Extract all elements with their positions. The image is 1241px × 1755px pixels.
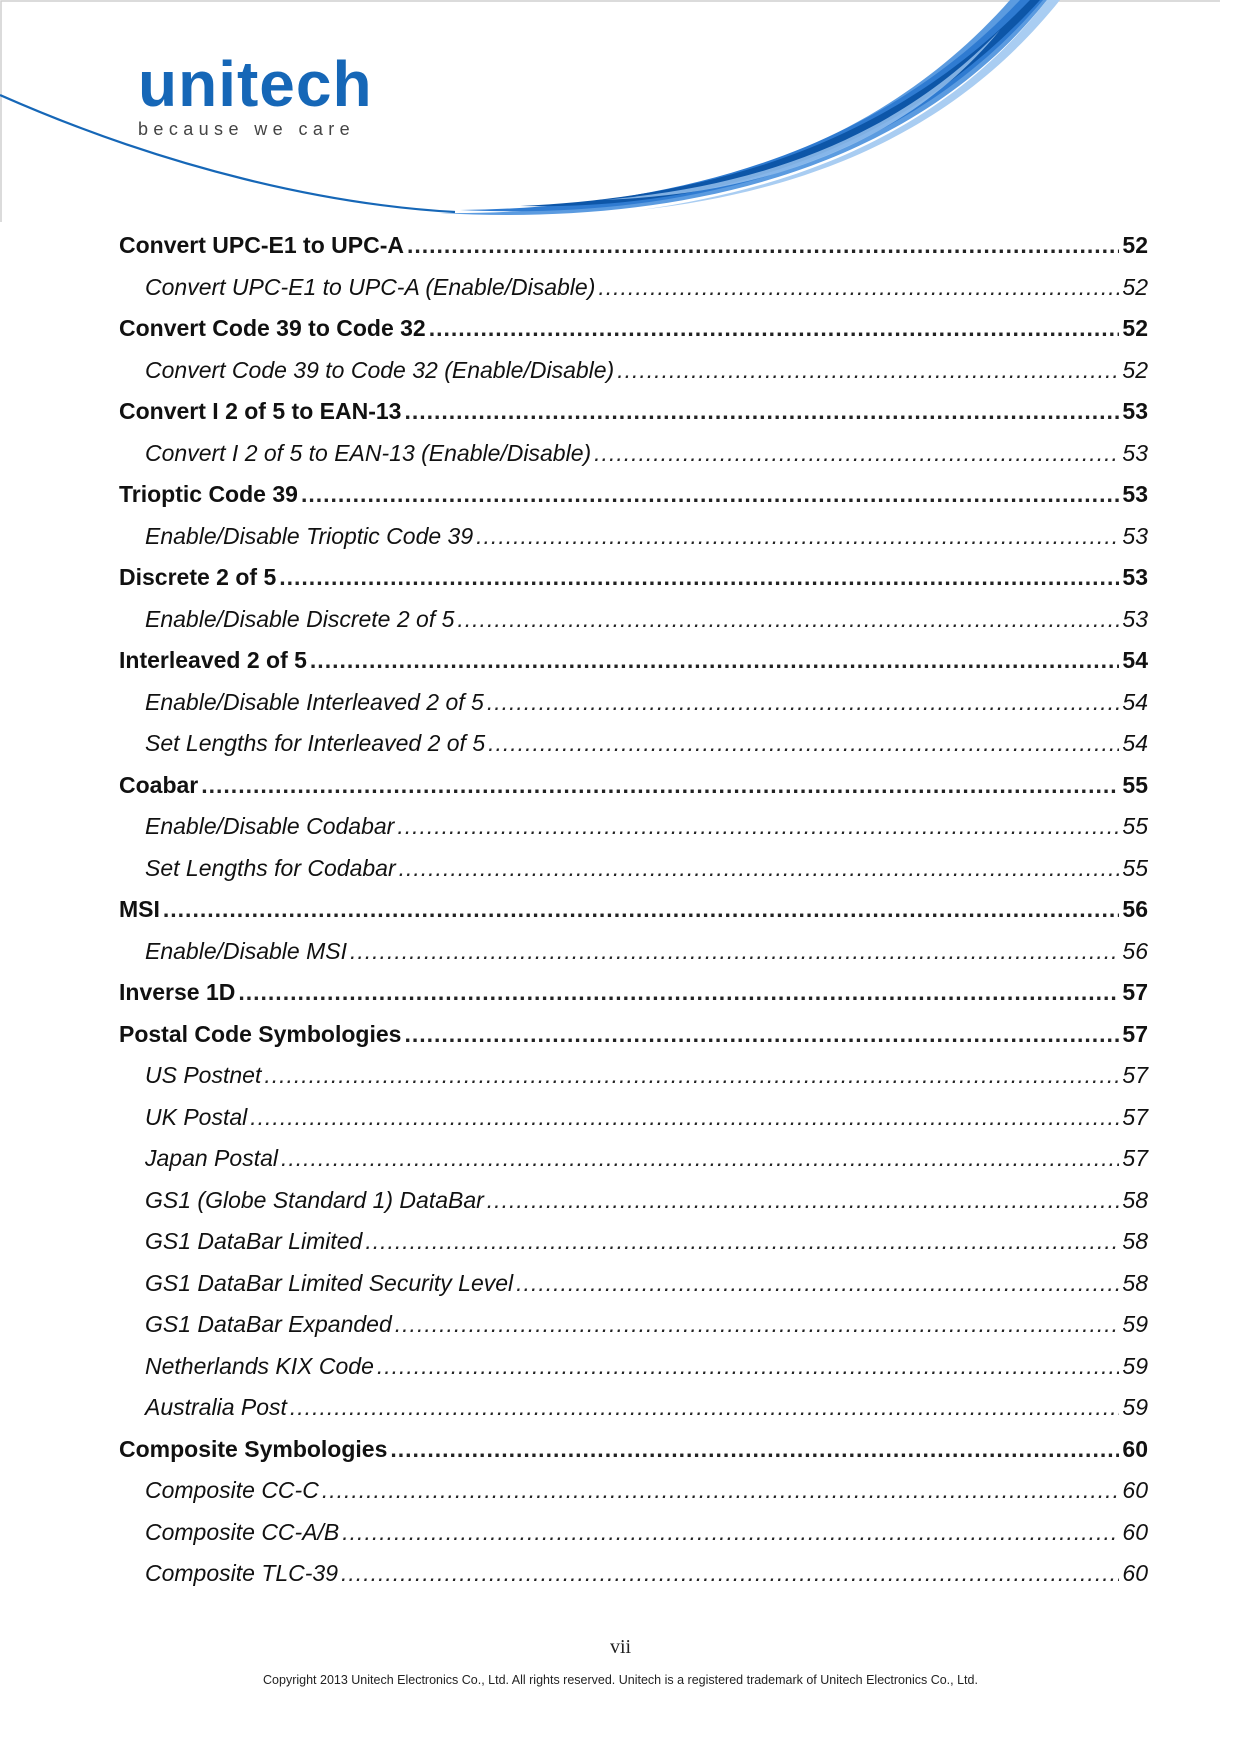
toc-entry-title: Composite TLC-39 xyxy=(145,1560,339,1586)
toc-entry-page: 57 xyxy=(1122,1020,1148,1047)
toc-dot-leader xyxy=(487,1187,1120,1214)
toc-entry-title: Netherlands KIX Code xyxy=(145,1352,374,1379)
toc-entry-title: Discrete 2 of 5 xyxy=(119,564,277,590)
toc-entry-title: Trioptic Code 39 xyxy=(119,481,298,507)
toc-dot-leader xyxy=(290,1394,1120,1421)
toc-dot-leader xyxy=(395,1311,1120,1338)
toc-entry-page: 60 xyxy=(1122,1560,1148,1586)
toc-dot-leader xyxy=(163,896,1120,923)
toc-dot-leader xyxy=(598,274,1119,301)
toc-subentry[interactable] xyxy=(119,1394,1148,1436)
toc-dot-leader xyxy=(350,938,1119,965)
toc-entry[interactable] xyxy=(119,772,1148,814)
toc-entry-page: 55 xyxy=(1122,813,1148,839)
toc-entry[interactable] xyxy=(119,232,1148,274)
toc-subentry[interactable] xyxy=(119,274,1148,316)
toc-entry-page: 60 xyxy=(1122,1477,1148,1503)
toc-subentry[interactable] xyxy=(119,606,1148,648)
toc-dot-leader xyxy=(399,855,1120,882)
toc-subentry[interactable] xyxy=(119,1560,1148,1602)
toc-entry-title: Composite CC-C xyxy=(145,1477,319,1503)
toc-entry-page: 58 xyxy=(1122,1186,1148,1213)
toc-entry-page: 54 xyxy=(1122,688,1148,715)
toc-entry-page: 54 xyxy=(1122,730,1148,756)
toc-entry[interactable] xyxy=(119,1021,1148,1063)
toc-subentry[interactable] xyxy=(119,1145,1148,1187)
toc-entry-page: 52 xyxy=(1122,315,1148,341)
toc-entry-title: Australia Post xyxy=(145,1394,287,1420)
copyright-notice: Copyright 2013 Unitech Electronics Co., Ltd. All rights reserved. Unitech is a registered trademark of Unitech Electronics Co., Ltd. xyxy=(263,1673,978,1687)
toc-dot-leader xyxy=(457,606,1119,633)
toc-entry-title: Inverse 1D xyxy=(119,979,236,1005)
unitech-logo xyxy=(138,48,373,139)
toc-entry-title: Convert Code 39 to Code 32 (Enable/Disable) xyxy=(145,356,615,383)
toc-entry-title: Coabar xyxy=(119,771,199,798)
toc-dot-leader xyxy=(404,398,1119,425)
toc-entry-title: Enable/Disable Trioptic Code 39 xyxy=(145,522,474,549)
toc-subentry[interactable] xyxy=(119,813,1148,855)
toc-entry[interactable] xyxy=(119,564,1148,606)
toc-entry-title: UK Postal xyxy=(145,1103,248,1130)
toc-entry-title: Composite CC-A/B xyxy=(145,1518,340,1545)
toc-entry-page: 53 xyxy=(1122,481,1148,507)
toc-entry-page: 56 xyxy=(1122,937,1148,964)
toc-entry-page: 57 xyxy=(1122,1103,1148,1130)
toc-entry-page: 57 xyxy=(1122,1062,1148,1088)
toc-entry-title: Convert I 2 of 5 to EAN-13 xyxy=(119,398,402,424)
toc-entry-title: GS1 DataBar Expanded xyxy=(145,1311,392,1337)
toc-entry-page: 60 xyxy=(1122,1435,1148,1462)
toc-subentry[interactable] xyxy=(119,1228,1148,1270)
toc-subentry[interactable] xyxy=(119,1104,1148,1146)
toc-entry-title: Japan Postal xyxy=(145,1145,278,1171)
toc-entry-title: GS1 DataBar Limited Security Level xyxy=(145,1269,514,1296)
toc-entry-page: 57 xyxy=(1122,979,1148,1005)
toc-subentry[interactable] xyxy=(119,1311,1148,1353)
toc-entry-page: 53 xyxy=(1122,522,1148,549)
toc-entry-page: 55 xyxy=(1122,771,1148,798)
toc-dot-leader xyxy=(397,813,1119,840)
toc-dot-leader xyxy=(279,564,1119,591)
toc-subentry[interactable] xyxy=(119,440,1148,482)
toc-dot-leader xyxy=(342,1519,1119,1546)
toc-entry-title: Enable/Disable Interleaved 2 of 5 xyxy=(145,688,484,715)
toc-entry-title: Postal Code Symbologies xyxy=(119,1020,402,1047)
toc-dot-leader xyxy=(301,481,1119,508)
toc-dot-leader xyxy=(341,1560,1119,1587)
toc-entry[interactable] xyxy=(119,1436,1148,1478)
toc-entry-page: 52 xyxy=(1122,273,1148,300)
toc-entry-title: Convert UPC-E1 to UPC-A (Enable/Disable) xyxy=(145,273,596,300)
toc-entry-title: US Postnet xyxy=(145,1062,262,1088)
toc-entry[interactable] xyxy=(119,398,1148,440)
toc-entry-page: 53 xyxy=(1122,564,1148,590)
toc-entry-title: MSI xyxy=(119,896,160,922)
toc-subentry[interactable] xyxy=(119,1477,1148,1519)
logo-tagline: because we care xyxy=(138,119,356,139)
toc-entry-title: Convert I 2 of 5 to EAN-13 (Enable/Disable) xyxy=(145,439,592,466)
toc-entry-page: 53 xyxy=(1122,398,1148,424)
toc-entry[interactable] xyxy=(119,896,1148,938)
toc-entry-page: 59 xyxy=(1122,1311,1148,1337)
toc-entry-page: 54 xyxy=(1122,647,1148,673)
toc-subentry[interactable] xyxy=(119,1353,1148,1395)
toc-entry-page: 59 xyxy=(1122,1352,1148,1379)
toc-subentry[interactable] xyxy=(119,938,1148,980)
toc-entry[interactable] xyxy=(119,315,1148,357)
toc-subentry[interactable] xyxy=(119,730,1148,772)
toc-entry-title: Set Lengths for Interleaved 2 of 5 xyxy=(145,730,486,756)
toc-dot-leader xyxy=(617,357,1119,384)
toc-entry-title: Set Lengths for Codabar xyxy=(145,854,396,881)
toc-dot-leader xyxy=(488,730,1119,757)
toc-entry-page: 60 xyxy=(1122,1518,1148,1545)
toc-dot-leader xyxy=(594,440,1119,467)
page-number: vii xyxy=(609,1636,632,1658)
toc-entry-title: Composite Symbologies xyxy=(119,1435,388,1462)
toc-dot-leader xyxy=(238,979,1119,1006)
table-of-contents xyxy=(119,232,1148,1602)
toc-entry[interactable] xyxy=(119,979,1148,1021)
toc-dot-leader xyxy=(264,1062,1119,1089)
toc-dot-leader xyxy=(516,1270,1119,1297)
toc-subentry[interactable] xyxy=(119,689,1148,731)
toc-subentry[interactable] xyxy=(119,523,1148,565)
toc-entry-page: 53 xyxy=(1122,605,1148,632)
toc-subentry[interactable] xyxy=(119,1519,1148,1561)
toc-entry-title: Enable/Disable MSI xyxy=(145,937,347,964)
toc-dot-leader xyxy=(250,1104,1119,1131)
toc-entry-title: Convert UPC-E1 to UPC-A xyxy=(119,232,404,258)
toc-entry-page: 58 xyxy=(1122,1269,1148,1296)
toc-entry-title: Convert Code 39 to Code 32 xyxy=(119,315,426,341)
toc-dot-leader xyxy=(407,232,1119,259)
toc-dot-leader xyxy=(322,1477,1120,1504)
toc-subentry[interactable] xyxy=(119,855,1148,897)
toc-subentry[interactable] xyxy=(119,1062,1148,1104)
toc-subentry[interactable] xyxy=(119,1187,1148,1229)
toc-entry-page: 56 xyxy=(1122,896,1148,922)
toc-entry-title: GS1 (Globe Standard 1) DataBar xyxy=(145,1186,484,1213)
toc-subentry[interactable] xyxy=(119,1270,1148,1312)
toc-entry-page: 52 xyxy=(1122,356,1148,383)
toc-entry-title: GS1 DataBar Limited xyxy=(145,1228,363,1254)
toc-dot-leader xyxy=(365,1228,1119,1255)
toc-entry[interactable] xyxy=(119,647,1148,689)
toc-entry[interactable] xyxy=(119,481,1148,523)
toc-entry-title: Interleaved 2 of 5 xyxy=(119,647,307,673)
toc-dot-leader xyxy=(487,689,1120,716)
toc-dot-leader xyxy=(281,1145,1119,1172)
toc-entry-page: 53 xyxy=(1122,439,1148,466)
toc-entry-page: 55 xyxy=(1122,854,1148,881)
toc-entry-title: Enable/Disable Codabar xyxy=(145,813,395,839)
toc-entry-page: 52 xyxy=(1122,232,1148,258)
toc-dot-leader xyxy=(404,1021,1119,1048)
toc-entry-page: 58 xyxy=(1122,1228,1148,1254)
toc-subentry[interactable] xyxy=(119,357,1148,399)
toc-entry-title: Enable/Disable Discrete 2 of 5 xyxy=(145,605,455,632)
toc-dot-leader xyxy=(429,315,1120,342)
toc-dot-leader xyxy=(310,647,1119,674)
toc-entry-page: 59 xyxy=(1122,1394,1148,1420)
logo-wordmark: unitech xyxy=(138,48,373,120)
toc-entry-page: 57 xyxy=(1122,1145,1148,1171)
toc-dot-leader xyxy=(476,523,1119,550)
toc-dot-leader xyxy=(201,772,1119,799)
toc-dot-leader xyxy=(390,1436,1119,1463)
toc-dot-leader xyxy=(377,1353,1120,1380)
